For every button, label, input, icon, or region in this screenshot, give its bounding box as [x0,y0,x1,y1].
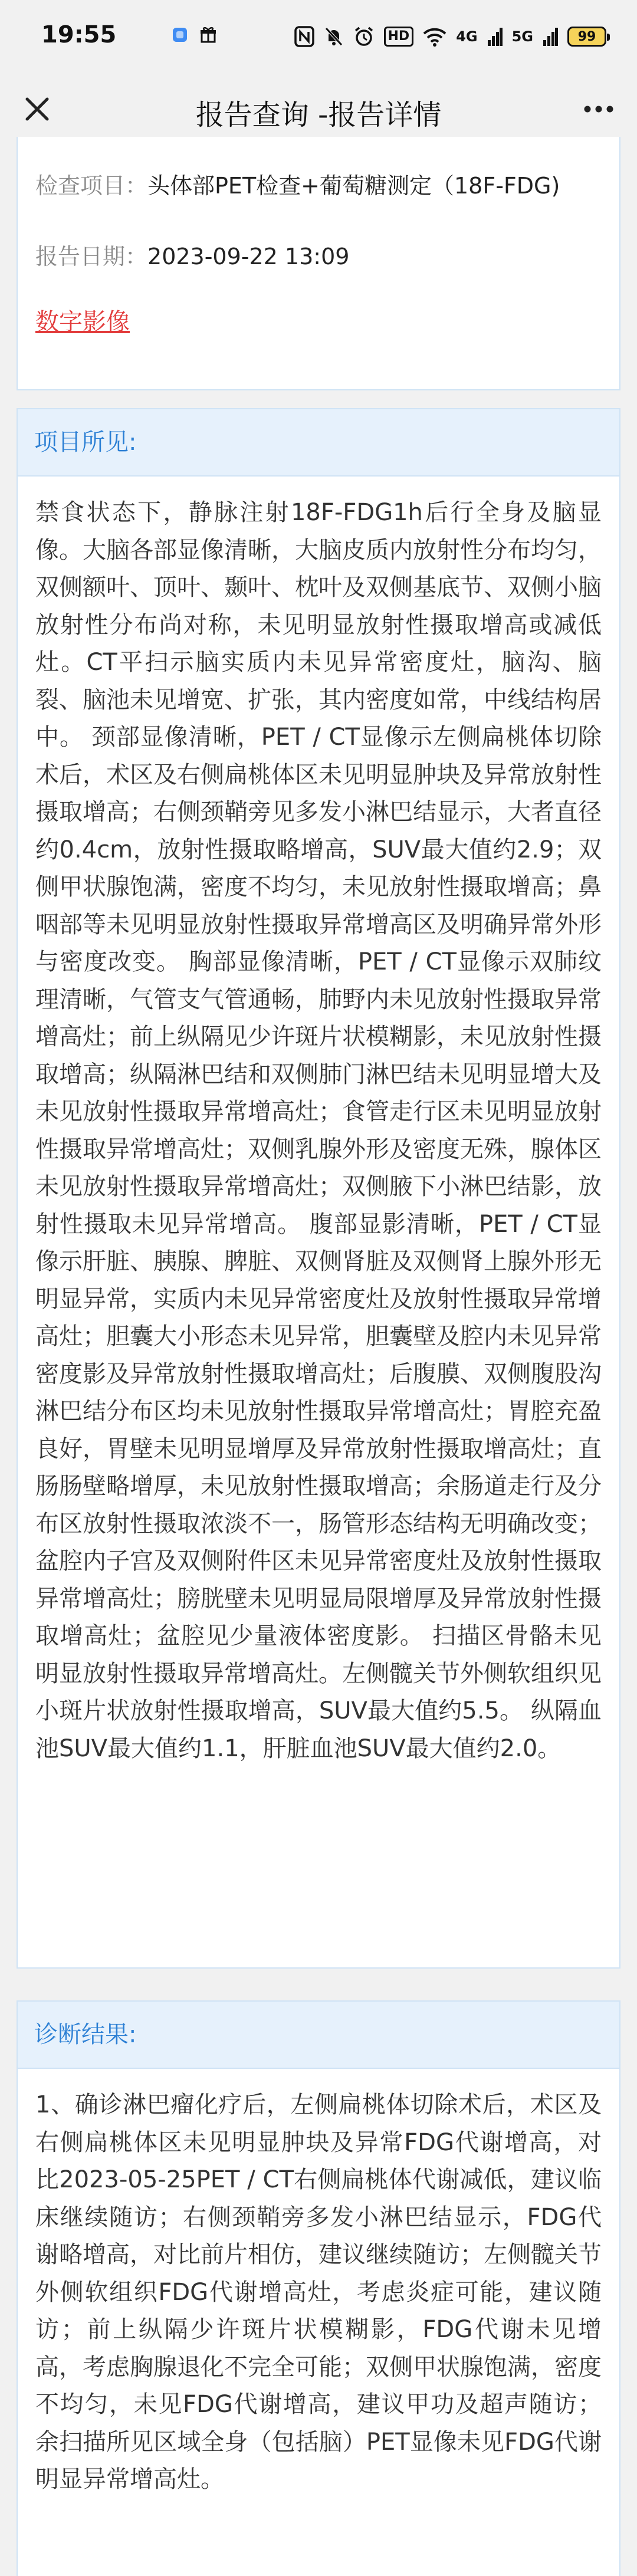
mute-icon [324,26,344,47]
exam-item-label: 检查项目： [35,173,148,199]
nfc-icon [294,26,314,47]
diagnosis-heading: 诊断结果: [18,2002,619,2069]
nav-bar [0,77,637,142]
alarm-icon [353,26,375,47]
more-icon[interactable] [579,90,618,129]
report-date-value: 2023-09-22 13:09 [147,244,350,270]
signal-1-label: 4G [456,28,478,45]
signal-bars-2-icon [543,27,558,46]
status-bar [0,0,637,77]
battery-indicator: 99 [567,27,606,47]
diagnosis-card [17,2000,620,2576]
diagnosis-text: 1、确诊淋巴瘤化疗后，左侧扁桃体切除术后，术区及右侧扁桃体区未见明显肿块及异常FDG代谢增高，对比2023-05-25PET / CT右侧扁桃体代谢减低，建议临床继续随访；右侧颈鞘旁多发小淋巴结显示，FDG代谢略增高，对比前片相仿，建议继续随访；左侧髋关节外侧软组织FDG代谢增高灶，考虑炎症可能，建议随访；前上纵隔少许斑片状模糊影，FDG代谢未见增高，考虑胸腺退化不完全可能；双侧甲状腺饱满，密度不均匀，未见FDG代谢增高，建议甲功及超声随访；余扫描所见区域全身（包括脑）PET显像未见FDG代谢明显异常增高灶。 [35,2091,602,2493]
hd-badge: HD [384,27,414,47]
page-title: 报告查询 -报告详情 [195,98,442,132]
findings-text: 禁食状态下，静脉注射18F-FDG1h后行全身及脑显像。大脑各部显像清晰，大脑皮质内放射性分布均匀，双侧额叶、顶叶、颞叶、枕叶及双侧基底节、双侧小脑放射性分布尚对称，未见明显放射性摄取增高或减低灶。CT平扫示脑实质内未见异常密度灶，脑沟、脑裂、脑池未见增宽、扩张，其内密度如常，中线结构居中。 颈部显像清晰，PET / CT显像示左侧扁桃体切除术后，术区及右侧扁桃体区未见明显肿块及异常放射性摄取增高；右侧颈鞘旁见多发小淋巴结显示，大者直径约0.4cm，放射性摄取略增高，SUV最大值约2.9；双侧甲状腺饱满，密度不均匀，未见放射性摄取增高；鼻咽部等未见明显放射性摄取异常增高区及明确异常外形与密度改变。 胸部显像清晰，PET / CT显像示双肺纹理清晰，气管支气管通畅，肺野内未见放射性摄取异常增高灶；前上纵隔见少许斑片状模糊影，未见放射性摄取增高；纵隔淋巴结和双侧肺门淋巴结未见明显增大及未见放射性摄取异常增高灶；食管走行区未见明显放射性摄取异常增高灶；双侧乳腺外形及密度无殊，腺体区未见放射性摄取异常增高灶；双侧腋下小淋巴结影，放射性摄取未见异常增高。 腹部显影清晰，PET / CT显像示肝脏、胰腺、脾脏、双侧肾脏及双侧肾上腺外形无明显异常，实质内未见异常密度灶及放射性摄取异常增高灶；胆囊大小形态未见异常，胆囊壁及腔内未见异常密度影及异常放射性摄取增高灶；后腹膜、双侧腹股沟淋巴结分布区均未见放射性摄取异常增高灶；胃腔充盈良好，胃壁未见明显增厚及异常放射性摄取增高灶；直肠肠壁略增厚，未见放射性摄取增高；余肠道走行及分布区放射性摄取浓淡不一，肠管形态结构无明确改变；盆腔内子宫及双侧附件区未见异常密度灶及放射性摄取异常增高灶；膀胱壁未见明显局限增厚及异常放射性摄取增高灶；盆腔见少量液体密度影。 扫描区骨骼未见明显放射性摄取异常增高灶。左侧髋关节外侧软组织见小斑片状放射性摄取增高，SUV最大值约5.5。 纵隔血池SUV最大值约1.1，肝脏血池SUV最大值约2.0。 [35,499,602,1762]
report-info-card [17,137,620,390]
signal-bars-1-icon [487,27,503,46]
findings-card [17,408,620,1969]
gift-icon [199,26,217,44]
report-date-row [35,238,349,271]
app-notification-icon [171,26,189,44]
report-date-label: 报告日期： [35,244,148,270]
status-time: 19:55 [41,21,117,48]
findings-heading: 项目所见: [18,409,619,477]
wifi-icon [423,27,446,47]
exam-item-row [35,167,560,200]
signal-2-label: 5G [511,28,533,45]
exam-item-value: 头体部PET检查+葡萄糖测定（18F-FDG) [147,173,560,199]
status-icons [294,21,607,52]
digital-image-link[interactable]: 数字影像 [35,308,130,336]
